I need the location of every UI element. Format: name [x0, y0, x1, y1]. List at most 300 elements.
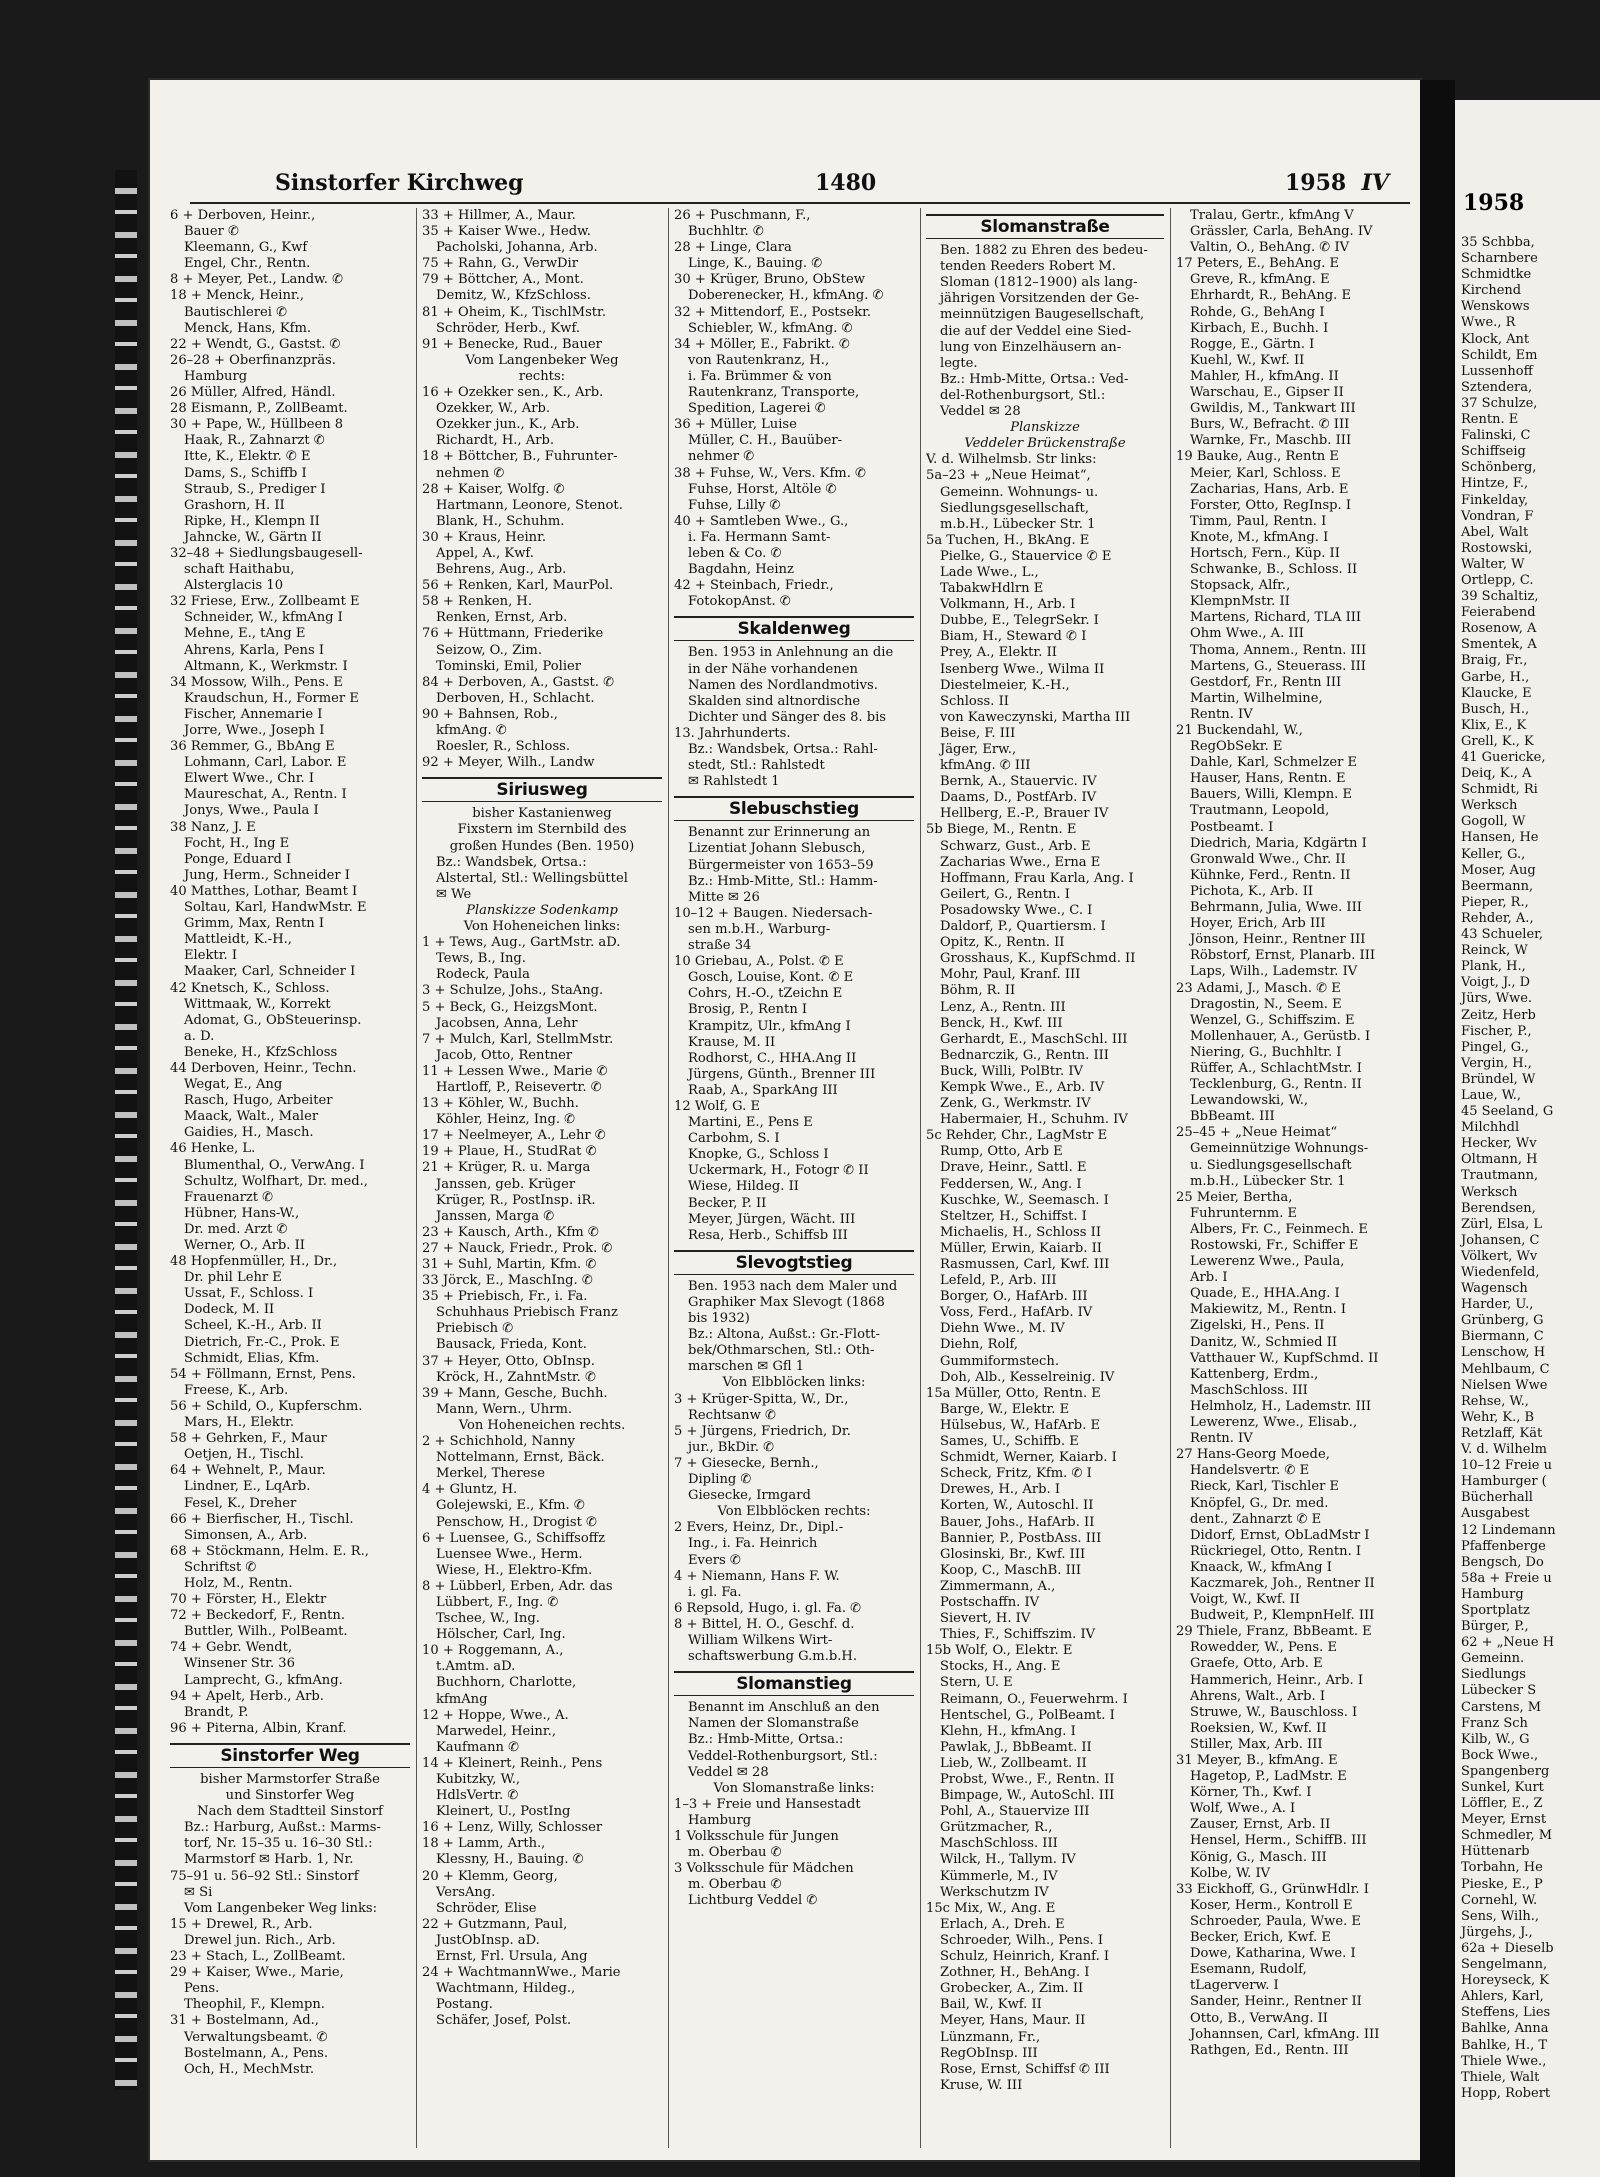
facing-page-entry: V. d. Wilhelm: [1461, 1442, 1547, 1458]
directory-entry: Voigt, W., Kwf. II: [1190, 1592, 1300, 1608]
directory-entry: Bauer ✆: [184, 224, 240, 240]
directory-entry: Derboven, H., Schlacht.: [436, 690, 595, 706]
directory-entry: Alstertal, Stl.: Wellingsbüttel: [436, 870, 628, 886]
facing-page-entry: 58a + Freie u: [1461, 1570, 1552, 1586]
directory-entry: 18 + Menck, Heinr.,: [170, 288, 305, 304]
directory-entry: 28 Eismann, P., ZollBeamt.: [170, 401, 348, 417]
directory-entry: sen m.b.H., Warburg-: [688, 921, 831, 937]
directory-entry: 2 + Schichhold, Nanny: [422, 1434, 576, 1450]
directory-entry: 70 + Förster, H., Elektr: [170, 1592, 327, 1608]
directory-entry: Wegat, E., Ang: [184, 1077, 283, 1093]
directory-entry: Rohde, G., BehAng I: [1190, 304, 1325, 320]
directory-entry: Rückriegel, Otto, Rentn. I: [1190, 1543, 1362, 1559]
facing-page-entry: Völkert, Wv: [1461, 1248, 1538, 1264]
directory-entry: Buchhorn, Charlotte,: [436, 1675, 577, 1691]
directory-entry: Thies, F., Schiffszim. IV: [940, 1627, 1096, 1643]
directory-entry: Wachtmann, Hildeg.,: [436, 1981, 576, 1997]
directory-entry: stedt, Stl.: Rahlstedt: [688, 758, 825, 774]
facing-page-entry: Hecker, Wv: [1461, 1136, 1537, 1152]
directory-entry: Cohrs, H.-O., tZeichn E: [688, 986, 843, 1002]
directory-entry: Hentschel, G., PolBeamt. I: [940, 1707, 1115, 1723]
directory-entry: Bednarczik, G., Rentn. III: [940, 1047, 1109, 1063]
directory-entry: Schiebler, W., kfmAng. ✆: [688, 320, 853, 336]
directory-entry: bek/Othmarschen, Stl.: Oth-: [688, 1343, 875, 1359]
directory-entry: Seizow, O., Zim.: [436, 642, 542, 658]
directory-entry: Jorre, Wwe., Joseph I: [184, 723, 325, 738]
directory-entry: von Rautenkranz, H.,: [688, 352, 830, 368]
directory-entry: Doh, Alb., Kesselreinig. IV: [940, 1369, 1115, 1385]
facing-page-entry: Walter, W: [1461, 556, 1525, 572]
directory-entry: Dams, S., Schiffb I: [184, 465, 307, 481]
directory-entry: Kaczmarek, Joh., Rentner II: [1190, 1575, 1375, 1591]
directory-entry: Tschee, W., Ing.: [436, 1611, 540, 1627]
facing-page-entry: 39 Schaltiz,: [1461, 589, 1539, 605]
directory-entry: Röbstorf, Ernst, Planarb. III: [1190, 948, 1376, 964]
directory-entry: Pielke, G., Stauervice ✆ E: [940, 548, 1112, 564]
directory-entry: 23 Adami, J., Masch. ✆ E: [1176, 980, 1341, 996]
directory-entry: Lewerenz Wwe., Paula,: [1190, 1254, 1345, 1270]
facing-page-entry: Grünberg, G: [1461, 1313, 1544, 1329]
directory-entry: 1–3 + Freie und Hansestadt: [674, 1796, 861, 1812]
facing-page-entry: Sportplatz: [1461, 1602, 1530, 1618]
directory-entry: leben & Co. ✆: [688, 545, 782, 561]
facing-page-entry: Harder, U.,: [1461, 1297, 1534, 1313]
facing-page-entry: Sztendera,: [1461, 379, 1533, 395]
facing-page-entry: Sunkel, Kurt: [1461, 1780, 1544, 1795]
directory-entry: Lenz, A., Rentn. III: [940, 999, 1066, 1015]
directory-entry: Dragostin, N., Seem. E: [1190, 996, 1342, 1012]
directory-entry: Roesler, R., Schloss.: [436, 739, 571, 755]
directory-page: [150, 80, 1420, 2160]
directory-entry: Postschaffn. IV: [940, 1594, 1040, 1610]
directory-entry: Mahler, H., kfmAng. II: [1190, 368, 1339, 384]
facing-page: [1455, 100, 1600, 2177]
directory-entry: 3 + Krüger-Spitta, W., Dr.,: [674, 1391, 849, 1407]
facing-page-year: 1958: [1463, 190, 1525, 216]
directory-entry: Bz.: Altona, Außst.: Gr.-Flott-: [688, 1327, 880, 1343]
directory-entry: 31 Meyer, B., kfmAng. E: [1176, 1753, 1338, 1768]
directory-entry: 23 + Kausch, Arth., Kfm ✆: [422, 1224, 599, 1240]
directory-entry: Tecklenburg, G., Rentn. II: [1190, 1077, 1362, 1093]
facing-page-entry: Keller, G.,: [1461, 846, 1526, 862]
facing-page-entry: Moser, Aug: [1461, 862, 1536, 878]
facing-page-entry: Hamburger (: [1461, 1474, 1547, 1490]
directory-entry: 76 + Hüttmann, Friederike: [422, 626, 604, 642]
directory-columns: [170, 208, 1415, 2148]
directory-entry: in der Nähe vorhandenen: [688, 661, 858, 677]
facing-page-entry: Sens, Wilh.,: [1461, 1908, 1539, 1924]
directory-entry: 79 + Böttcher, A., Mont.: [422, 272, 584, 288]
directory-entry: Blank, H., Schuhm.: [436, 513, 565, 529]
directory-entry: 33 + Hillmer, A., Maur.: [422, 208, 576, 223]
directory-entry: Adomat, G., ObSteuerinsp.: [184, 1012, 362, 1028]
street-note: bisher Kastanienweg: [472, 806, 612, 822]
plan-reference: Veddeler Brückenstraße: [964, 436, 1126, 452]
directory-entry: 66 + Bierfischer, H., Tischl.: [170, 1511, 354, 1527]
directory-entry: Rasmussen, Carl, Kwf. III: [940, 1257, 1110, 1272]
directory-entry: Buchhltr. ✆: [688, 224, 764, 240]
directory-entry: Kuehl, W., Kwf. II: [1190, 352, 1305, 368]
facing-page-entry: Hüttenarb: [1461, 1844, 1530, 1860]
directory-entry: Merkel, Therese: [436, 1466, 546, 1482]
directory-entry: Diehn, Rolf,: [940, 1337, 1019, 1353]
directory-entry: 5a Tuchen, H., BkAng. E: [926, 532, 1090, 548]
directory-entry: Fuhrunternm. E: [1190, 1205, 1298, 1221]
directory-entry: Pawlak, J., BbBeamt. II: [940, 1739, 1092, 1755]
directory-entry: Bz.: Hmb-Mitte, Ortsa.: Ved-: [940, 371, 1129, 387]
street-note: und Sinstorfer Weg: [225, 1788, 355, 1804]
directory-entry: Gerhardt, E., MaschSchl. III: [940, 1031, 1128, 1047]
directory-entry: 34 Mossow, Wilh., Pens. E: [170, 674, 343, 690]
directory-entry: Didorf, Ernst, ObLadMstr I: [1190, 1527, 1370, 1543]
directory-entry: Freese, K., Arb.: [184, 1382, 289, 1398]
facing-page-entry: Bahlke, H., T: [1461, 2037, 1548, 2053]
directory-entry: Rechtsanw ✆: [688, 1407, 776, 1423]
facing-page-entry: Rehder, A.,: [1461, 910, 1534, 926]
directory-entry: 36 + Müller, Luise: [674, 417, 797, 433]
directory-entry: 75 + Rahn, G., VerwDir: [422, 256, 579, 272]
facing-page-entry: 41 Guericke,: [1461, 750, 1546, 765]
directory-entry: Rodeck, Paula: [436, 967, 530, 983]
directory-entry: 13. Jahrhunderts.: [674, 725, 791, 741]
directory-entry: Buck, Willi, PolBtr. IV: [940, 1063, 1083, 1079]
directory-entry: Engel, Chr., Rentn.: [184, 256, 311, 272]
directory-entry: Kolbe, W. IV: [1190, 1865, 1271, 1881]
directory-entry: 17 + Neelmeyer, A., Lehr ✆: [422, 1128, 606, 1144]
facing-page-entry: Plank, H.,: [1461, 959, 1526, 975]
directory-entry: Penschow, H., Drogist ✆: [436, 1514, 597, 1530]
directory-entry: Lichtburg Veddel ✆: [688, 1893, 818, 1909]
directory-entry: Maaker, Carl, Schneider I: [184, 964, 356, 980]
directory-entry: König, G., Masch. III: [1190, 1849, 1327, 1865]
directory-entry: Skalden sind altnordische: [688, 693, 861, 709]
directory-entry: 22 + Gutzmann, Paul,: [422, 1916, 568, 1932]
directory-entry: Zenk, G., Werkmstr. IV: [940, 1096, 1091, 1112]
facing-page-entry: 43 Schueler,: [1461, 927, 1544, 943]
facing-page-entry: Bock Wwe.,: [1461, 1747, 1539, 1763]
directory-entry: torf, Nr. 15–35 u. 16–30 Stl.:: [184, 1836, 373, 1852]
facing-page-entry: Johansen, C: [1461, 1232, 1540, 1248]
facing-page-entry: 62 + „Neue H: [1461, 1635, 1555, 1651]
directory-entry: Och, H., MechMstr.: [184, 2061, 315, 2077]
directory-entry: Martens, Richard, TLA III: [1190, 610, 1362, 626]
plan-reference: Planskizze: [1010, 420, 1080, 436]
facing-page-entry: Smentek, A: [1461, 637, 1537, 653]
directory-entry: Rogge, E., Gärtn. I: [1190, 336, 1315, 352]
directory-entry: nehmen ✆: [436, 465, 505, 481]
directory-entry: Dietrich, Fr.-C., Prok. E: [184, 1334, 340, 1350]
directory-entry: Posadowsky Wwe., C. I: [940, 902, 1093, 918]
directory-entry: Drave, Heinr., Sattl. E: [940, 1160, 1087, 1176]
directory-entry: 56 + Renken, Karl, MaurPol.: [422, 578, 614, 594]
directory-entry: jur., BkDir. ✆: [688, 1439, 775, 1455]
directory-entry: Hammerich, Heinr., Arb. I: [1190, 1672, 1364, 1688]
directory-entry: Isenberg Wwe., Wilma II: [940, 661, 1105, 677]
directory-entry: Diehn Wwe., M. IV: [940, 1321, 1065, 1337]
directory-entry: Schroeder, Paula, Wwe. E: [1190, 1913, 1361, 1929]
directory-entry: Schultz, Wolfhart, Dr. med.,: [184, 1173, 368, 1189]
directory-entry: Hensel, Herm., SchiffB. III: [1190, 1833, 1367, 1849]
directory-entry: Linge, K., Bauing. ✆: [688, 256, 823, 272]
directory-entry: Grobecker, A., Zim. II: [940, 1981, 1084, 1997]
directory-entry: kfmAng. ✆ III: [940, 758, 1031, 774]
facing-page-entry: Pfaffenberge: [1461, 1538, 1546, 1554]
directory-entry: Bagdahn, Heinz: [688, 562, 794, 578]
directory-entry: Kuschke, W., Seemasch. I: [940, 1192, 1109, 1208]
facing-page-entry: Ahlers, Karl,: [1461, 1989, 1544, 2005]
directory-entry: Haak, R., Zahnarzt ✆: [184, 433, 325, 449]
directory-entry: Mars, H., Elektr.: [184, 1415, 295, 1431]
directory-entry: Ahrens, Walt., Arb. I: [1190, 1688, 1326, 1704]
facing-page-entry: Steffens, Lies: [1461, 2005, 1551, 2021]
directory-entry: Tominski, Emil, Polier: [436, 658, 582, 674]
directory-entry: Ozekker jun., K., Arb.: [436, 417, 580, 433]
facing-page-entry: Retzlaff, Kät: [1461, 1425, 1543, 1441]
street-heading: Sinstorfer Weg: [170, 1743, 410, 1768]
directory-entry: Dubbe, E., TelegrSekr. I: [940, 613, 1099, 629]
directory-entry: 31 + Bostelmann, Ad.,: [170, 2013, 319, 2029]
directory-entry: Marwedel, Heinr.,: [436, 1723, 557, 1739]
directory-entry: Krampitz, Ulr., kfmAng I: [688, 1018, 851, 1034]
directory-entry: Helmholz, H., Lademstr. III: [1190, 1398, 1372, 1414]
directory-entry: 29 Thiele, Franz, BbBeamt. E: [1176, 1624, 1372, 1640]
directory-entry: 32 Friese, Erw., Zollbeamt E: [170, 594, 360, 610]
directory-entry: KlempnMstr. II: [1190, 594, 1290, 610]
directory-entry: Holz, M., Rentn.: [184, 1575, 293, 1591]
directory-entry: Albers, Fr. C., Feinmech. E: [1190, 1221, 1368, 1237]
facing-page-entry: Wwe., R: [1461, 315, 1516, 331]
directory-entry: Warnke, Fr., Maschb. III: [1190, 433, 1352, 449]
directory-entry: Bostelmann, A., Pens.: [184, 2045, 329, 2061]
directory-entry: Kleemann, G., Kwf: [184, 240, 308, 256]
street-note: Vom Langenbeker Weg: [465, 352, 619, 368]
directory-entry: Hamburg: [184, 368, 248, 384]
directory-entry: Gemeinnützige Wohnungs-: [1190, 1141, 1369, 1157]
facing-page-entry: Lenschow, H: [1461, 1345, 1546, 1361]
directory-entry: Geilert, G., Rentn. I: [940, 886, 1070, 902]
directory-entry: William Wilkens Wirt-: [688, 1632, 833, 1648]
directory-entry: 7 + Mulch, Karl, StellmMstr.: [422, 1031, 614, 1047]
directory-entry: Behrens, Aug., Arb.: [436, 562, 567, 578]
directory-entry: 3 Volksschule für Mädchen: [674, 1861, 854, 1877]
directory-entry: 34 + Möller, E., Fabrikt. ✆: [674, 336, 850, 352]
directory-entry: Hülsebus, W., HafArb. E: [940, 1417, 1101, 1433]
directory-entry: 35 + Kaiser Wwe., Hedw.: [422, 224, 591, 240]
directory-entry: 10 + Roggemann, A.,: [422, 1643, 564, 1659]
directory-entry: Quade, E., HHA.Ang. I: [1190, 1286, 1340, 1302]
directory-entry: Klehn, H., kfmAng. I: [940, 1723, 1076, 1739]
facing-page-entry: Rentn. E: [1461, 412, 1519, 428]
directory-entry: 54 + Föllmann, Ernst, Pens.: [170, 1366, 356, 1382]
facing-page-entry: Vergin, H.,: [1461, 1055, 1532, 1071]
directory-entry: Daldorf, P., Quartiersm. I: [940, 919, 1106, 935]
facing-page-entry: Rostowski,: [1461, 540, 1533, 556]
directory-entry: Jönson, Heinr., Rentner III: [1190, 932, 1366, 948]
directory-entry: Marmstorf ✉ Harb. 1, Nr.: [184, 1852, 354, 1868]
directory-entry: 36 Remmer, G., BbAng E: [170, 739, 335, 755]
directory-entry: Bausack, Frieda, Kont.: [436, 1337, 587, 1353]
directory-entry: Erlach, A., Dreh. E: [940, 1916, 1065, 1932]
directory-entry: Evers ✆: [688, 1552, 741, 1568]
directory-entry: Hagetop, P., LadMstr. E: [1190, 1769, 1347, 1785]
directory-entry: Janssen, geb. Krüger: [436, 1176, 576, 1192]
directory-entry: Opitz, K., Rentn. II: [940, 935, 1065, 951]
directory-entry: Pichota, K., Arb. II: [1190, 883, 1314, 899]
directory-entry: 58 + Gehrken, F., Maur: [170, 1431, 327, 1447]
directory-entry: Krause, M. II: [688, 1034, 776, 1050]
directory-entry: 5a–23 + „Neue Heimat“,: [926, 468, 1091, 484]
facing-page-entry: Milchhdl: [1461, 1120, 1520, 1136]
facing-page-entry: Klix, E., K: [1461, 717, 1527, 733]
directory-entry: 28 + Kaiser, Wolfg. ✆: [422, 481, 565, 497]
directory-entry: Martens, G., Steuerass. III: [1190, 658, 1366, 674]
directory-entry: JustObInsp. aD.: [436, 1932, 540, 1948]
column-4: [926, 208, 1164, 2148]
directory-entry: Raab, A., SparkAng III: [688, 1082, 838, 1098]
directory-entry: ✉ Rahlstedt 1: [688, 774, 780, 790]
directory-entry: a. D.: [184, 1028, 215, 1044]
directory-entry: Behrmann, Julia, Wwe. III: [1190, 900, 1362, 916]
facing-page-entry: Cornehl, W.: [1461, 1892, 1538, 1908]
header-section: IV: [1361, 170, 1389, 196]
directory-entry: 17 Peters, E., BehAng. E: [1176, 256, 1340, 272]
directory-entry: Lünzmann, Fr.,: [940, 2029, 1041, 2045]
directory-entry: Kraudschun, H., Former E: [184, 690, 359, 706]
directory-entry: Ben. 1953 in Anlehnung an die: [688, 645, 894, 661]
directory-entry: Zigelski, H., Pens. II: [1190, 1318, 1325, 1334]
directory-entry: 35 + Priebisch, Fr., i. Fa.: [422, 1289, 588, 1305]
directory-entry: 56 + Schild, O., Kupferschm.: [170, 1398, 363, 1414]
directory-entry: 15a Müller, Otto, Rentn. E: [926, 1385, 1101, 1401]
facing-page-entry: Zeitz, Herb: [1461, 1007, 1536, 1023]
directory-entry: Knaack, W., kfmAng I: [1190, 1559, 1332, 1575]
directory-entry: Rodhorst, C., HHA.Ang II: [688, 1050, 857, 1066]
directory-entry: Schriftst ✆: [184, 1559, 257, 1575]
directory-entry: Zimmermann, A.,: [940, 1578, 1056, 1594]
directory-entry: m.b.H., Lübecker Str. 1: [940, 516, 1096, 532]
facing-page-entry: Wiedenfeld,: [1461, 1265, 1540, 1280]
directory-entry: Postang.: [436, 1997, 493, 2013]
directory-entry: Bürgermeister von 1653–59: [688, 857, 874, 873]
directory-entry: 14 + Kleinert, Reinh., Pens: [422, 1755, 603, 1771]
facing-page-entry: Bründel, W: [1461, 1071, 1536, 1087]
directory-entry: tenden Reeders Robert M.: [940, 259, 1116, 275]
directory-entry: Dahle, Karl, Schmelzer E: [1190, 755, 1358, 771]
facing-page-entry: Oltmann, H: [1461, 1152, 1538, 1168]
directory-entry: Stiller, Max, Arb. III: [1190, 1736, 1323, 1752]
facing-page-entry: 10–12 Freie u: [1461, 1458, 1552, 1474]
directory-entry: Hoyer, Erich, Arb III: [1190, 916, 1326, 932]
directory-entry: Zacharias, Hans, Arb. E: [1190, 481, 1349, 497]
directory-entry: Frauenarzt ✆: [184, 1189, 274, 1205]
directory-entry: Demitz, W., KfzSchloss.: [436, 288, 591, 304]
directory-entry: 31 + Suhl, Martin, Kfm. ✆: [422, 1257, 597, 1272]
directory-entry: Menck, Hans, Kfm.: [184, 320, 312, 336]
directory-entry: Kubitzky, W.,: [436, 1772, 521, 1787]
directory-entry: Martin, Wilhelmine,: [1190, 690, 1323, 706]
facing-page-entry: Carstens, M: [1461, 1699, 1542, 1715]
directory-entry: Zauser, Ernst, Arb. II: [1190, 1817, 1331, 1833]
directory-entry: Kühnke, Ferd., Rentn. II: [1190, 867, 1351, 883]
directory-entry: i. Fa. Hermann Samt-: [688, 529, 831, 545]
facing-page-entry: 12 Lindemann: [1461, 1522, 1556, 1538]
directory-entry: Grützmacher, R.,: [940, 1820, 1053, 1836]
directory-entry: Benck, H., Kwf. III: [940, 1015, 1063, 1031]
directory-entry: dent., Zahnarzt ✆ E: [1190, 1511, 1322, 1527]
facing-page-entry: Kilb, W., G: [1461, 1731, 1530, 1747]
directory-entry: Glosinski, Br., Kwf. III: [940, 1546, 1086, 1562]
directory-entry: Zothner, H., BehAng. I: [940, 1965, 1090, 1981]
directory-entry: 44 Derboven, Heinr., Techn.: [170, 1060, 357, 1076]
directory-entry: Schulz, Heinrich, Kranf. I: [940, 1949, 1110, 1965]
directory-entry: Kleinert, U., PostIng: [436, 1804, 571, 1820]
directory-entry: 33 Jörck, E., MaschIng. ✆: [422, 1273, 593, 1289]
directory-entry: VersAng.: [436, 1884, 496, 1900]
directory-entry: Pohl, A., Stauervize III: [940, 1804, 1090, 1820]
directory-entry: Richardt, H., Arb.: [436, 433, 555, 449]
directory-entry: Altmann, K., Werkmstr. I: [184, 658, 348, 674]
directory-entry: Trautmann, Leopold,: [1190, 803, 1330, 819]
directory-entry: Schloss. II: [940, 693, 1009, 709]
street-note: Von Slomanstraße links:: [713, 1780, 875, 1796]
directory-entry: Kümmerle, M., IV: [940, 1868, 1058, 1884]
directory-entry: Ben. 1953 nach dem Maler und: [688, 1278, 898, 1294]
directory-entry: Ozekker, W., Arb.: [436, 401, 551, 417]
directory-entry: Schröder, Herb., Kwf.: [436, 320, 580, 336]
directory-entry: Reimann, O., Feuerwehrm. I: [940, 1691, 1128, 1707]
facing-page-entry: Abel, Walt: [1461, 524, 1529, 540]
directory-entry: Vom Langenbeker Weg links:: [184, 1900, 378, 1916]
directory-entry: Rüffer, A., SchlachtMstr. I: [1190, 1060, 1362, 1076]
directory-entry: Koser, Herm., Kontroll E: [1190, 1897, 1353, 1913]
directory-entry: 39 + Mann, Gesche, Buchh.: [422, 1385, 608, 1401]
directory-entry: Wiese, Hildeg. II: [688, 1179, 799, 1195]
directory-entry: Struwe, W., Bauschloss. I: [1190, 1704, 1358, 1720]
directory-entry: 26 Müller, Alfred, Händl.: [170, 385, 336, 401]
directory-entry: Namen des Nordlandmotivs.: [688, 677, 878, 693]
directory-entry: Borger, O., HafArb. III: [940, 1289, 1088, 1305]
directory-entry: Roeksien, W., Kwf. II: [1190, 1720, 1327, 1736]
directory-entry: 92 + Meyer, Wilh., Landw: [422, 755, 595, 771]
directory-entry: 68 + Stöckmann, Helm. E. R.,: [170, 1543, 369, 1559]
facing-page-entry: Schildt, Em: [1461, 347, 1538, 363]
directory-entry: Dr. phil Lehr E: [184, 1270, 282, 1286]
directory-entry: 38 Nanz, J. E: [170, 819, 256, 835]
directory-entry: 19 + Plaue, H., StudRat ✆: [422, 1144, 597, 1160]
facing-page-entry: Jürs, Wwe.: [1461, 991, 1533, 1007]
directory-entry: 72 + Beckedorf, F., Rentn.: [170, 1608, 345, 1624]
directory-entry: Biam, H., Steward ✆ I: [940, 629, 1087, 645]
directory-entry: 42 Knetsch, K., Schloss.: [170, 980, 330, 996]
directory-entry: Fuhse, Lilly ✆: [688, 497, 781, 513]
directory-entry: Wenzel, G., Schiffszim. E: [1190, 1012, 1355, 1028]
directory-entry: Drewel jun. Rich., Arb.: [184, 1932, 336, 1948]
directory-entry: ✉ We: [436, 886, 472, 902]
street-note: Fixstern im Sternbild des: [457, 822, 627, 838]
facing-page-entry: Wenskows: [1461, 299, 1530, 315]
directory-entry: 24 + WachtmannWwe., Marie: [422, 1965, 621, 1981]
directory-entry: 15 + Drewel, R., Arb.: [170, 1916, 313, 1932]
directory-entry: Meier, Karl, Schloss. E: [1190, 465, 1341, 481]
directory-entry: 2 Evers, Heinz, Dr., Dipl.-: [674, 1520, 844, 1536]
directory-entry: Ohm Wwe., A. III: [1190, 626, 1304, 642]
directory-entry: Kempk Wwe., E., Arb. IV: [940, 1079, 1105, 1095]
directory-entry: Schwarz, Gust., Arb. E: [940, 838, 1091, 854]
directory-entry: Straub, S., Prediger I: [184, 481, 326, 497]
directory-entry: Veddel-Rothenburgsort, Stl.:: [688, 1748, 878, 1764]
directory-entry: Lübbert, F., Ing. ✆: [436, 1594, 559, 1610]
directory-entry: Vatthauer W., KupfSchmd. II: [1190, 1350, 1379, 1366]
